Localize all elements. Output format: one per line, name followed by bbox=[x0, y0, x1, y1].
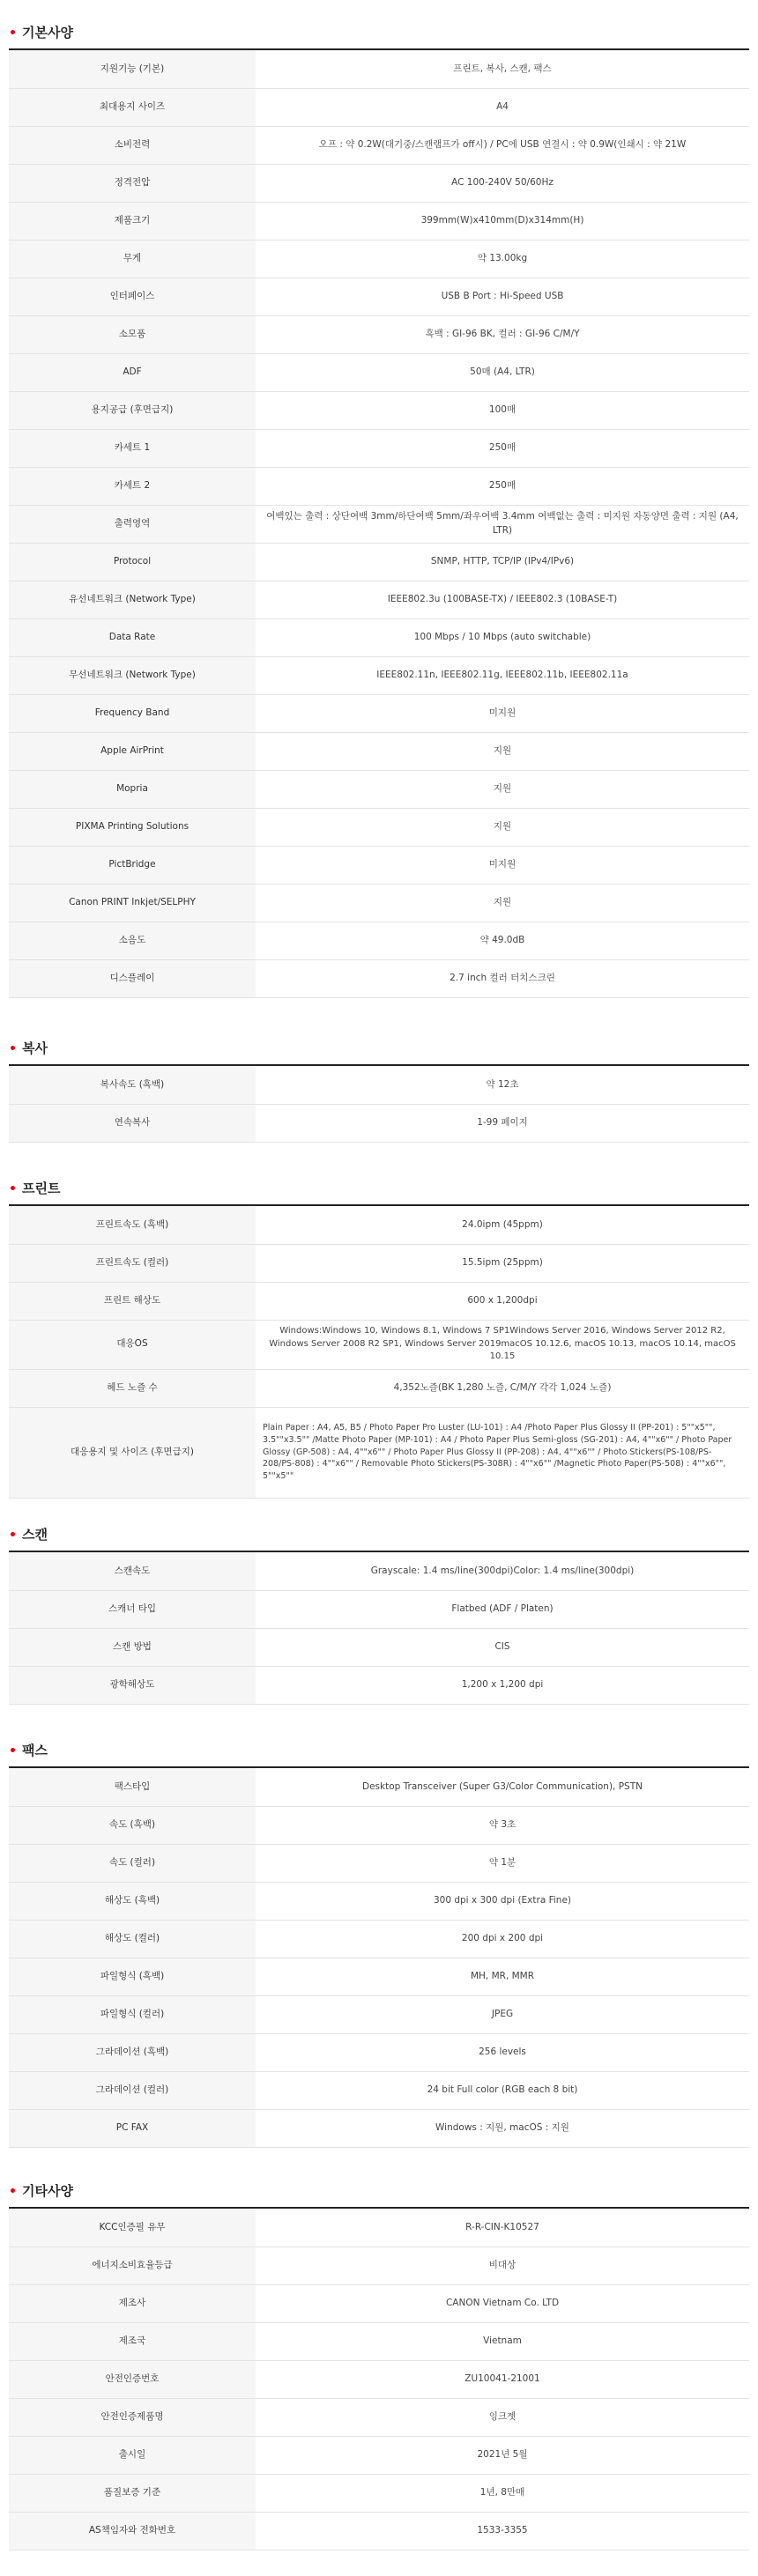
spec-value: 256 levels bbox=[256, 2033, 749, 2071]
spec-value: 1,200 x 1,200 dpi bbox=[256, 1666, 749, 1704]
spec-label: 스캐너 타입 bbox=[9, 1590, 256, 1628]
table-row bbox=[9, 2284, 749, 2322]
spec-value: Grayscale: 1.4 ms/line(300dpi)Color: 1.4 ms/line(300dpi) bbox=[256, 1552, 749, 1590]
spec-label: 카세트 2 bbox=[9, 467, 256, 505]
spec-value: 미지원 bbox=[256, 846, 749, 884]
spec-label: 에너지소비효율등급 bbox=[9, 2247, 256, 2284]
spec-value: 여백있는 출력 : 상단여백 3mm/하단여백 5mm/좌우여백 3.4mm 여백없는 출력 : 미지원 자동양면 출력 : 지원 (A4, LTR) bbox=[256, 505, 749, 543]
spec-value: IEEE802.3u (100BASE-TX) / IEEE802.3 (10BASE-T) bbox=[256, 581, 749, 618]
section-title: 기본사양 bbox=[22, 24, 73, 41]
table-row bbox=[9, 1768, 749, 1806]
section-title-bar bbox=[9, 1171, 749, 1206]
table-row bbox=[9, 1882, 749, 1920]
table-row bbox=[9, 959, 749, 997]
red-bullet-icon bbox=[11, 1748, 15, 1752]
table-row bbox=[9, 1995, 749, 2033]
table-row bbox=[9, 2247, 749, 2284]
spec-value: 4,352노즐(BK 1,280 노즐, C/M/Y 각각 1,024 노즐) bbox=[256, 1369, 749, 1407]
table-row bbox=[9, 543, 749, 581]
spec-value: 지원 bbox=[256, 808, 749, 846]
spec-label: 소모품 bbox=[9, 315, 256, 353]
spec-label: 제조국 bbox=[9, 2322, 256, 2360]
spec-label: 품질보증 기준 bbox=[9, 2474, 256, 2512]
spec-value: 250매 bbox=[256, 467, 749, 505]
spec-label: 스캔 방법 bbox=[9, 1628, 256, 1666]
table-row bbox=[9, 2474, 749, 2512]
spec-label: 파일형식 (컬러) bbox=[9, 1995, 256, 2033]
spec-value: CANON Vietnam Co. LTD bbox=[256, 2284, 749, 2322]
table-row bbox=[9, 429, 749, 467]
table-row bbox=[9, 1552, 749, 1590]
red-bullet-icon bbox=[11, 1532, 15, 1536]
table-row bbox=[9, 1369, 749, 1407]
section-title: 팩스 bbox=[22, 1742, 48, 1758]
spec-label: Apple AirPrint bbox=[9, 732, 256, 770]
spec-label: 프린트속도 (흑백) bbox=[9, 1206, 256, 1244]
section-title-bar bbox=[9, 1517, 749, 1552]
spec-label: 무게 bbox=[9, 240, 256, 278]
table-row bbox=[9, 2071, 749, 2109]
table-row bbox=[9, 1628, 749, 1666]
table-row bbox=[9, 2360, 749, 2398]
table-row bbox=[9, 1206, 749, 1244]
section-other-specs bbox=[9, 2173, 749, 2550]
spec-table bbox=[9, 1066, 749, 1143]
spec-value: Flatbed (ADF / Platen) bbox=[256, 1590, 749, 1628]
spec-label: 그라데이션 (컬러) bbox=[9, 2071, 256, 2109]
table-row bbox=[9, 656, 749, 694]
spec-value: 지원 bbox=[256, 770, 749, 808]
spec-value: R-R-CIN-K10527 bbox=[256, 2209, 749, 2247]
section-title: 기타사양 bbox=[22, 2182, 73, 2199]
table-row bbox=[9, 1666, 749, 1704]
spec-value: 24 bit Full color (RGB each 8 bit) bbox=[256, 2071, 749, 2109]
spec-value: 2021년 5월 bbox=[256, 2436, 749, 2474]
table-row bbox=[9, 1066, 749, 1104]
red-bullet-icon bbox=[11, 1046, 15, 1050]
spec-value: 15.5ipm (25ppm) bbox=[256, 1244, 749, 1282]
spec-value: 2.7 inch 컬러 터치스크린 bbox=[256, 959, 749, 997]
spec-label: 그라데이션 (흑백) bbox=[9, 2033, 256, 2071]
table-row bbox=[9, 2109, 749, 2147]
table-row bbox=[9, 1590, 749, 1628]
spec-label: Canon PRINT Inkjet/SELPHY bbox=[9, 884, 256, 922]
spec-value: 50매 (A4, LTR) bbox=[256, 353, 749, 391]
spec-label: 제품크기 bbox=[9, 202, 256, 240]
table-row bbox=[9, 164, 749, 202]
spec-value: 약 49.0dB bbox=[256, 922, 749, 959]
spec-label: 출시일 bbox=[9, 2436, 256, 2474]
spec-label: PC FAX bbox=[9, 2109, 256, 2147]
spec-label: Frequency Band bbox=[9, 694, 256, 732]
spec-label: 연속복사 bbox=[9, 1104, 256, 1142]
spec-value: 300 dpi x 300 dpi (Extra Fine) bbox=[256, 1882, 749, 1920]
spec-label: 지원기능 (기본) bbox=[9, 50, 256, 88]
table-row bbox=[9, 240, 749, 278]
spec-label: 소비전력 bbox=[9, 126, 256, 164]
table-row bbox=[9, 618, 749, 656]
section-title-bar bbox=[9, 15, 749, 50]
table-row bbox=[9, 884, 749, 922]
spec-value: 1533-3355 bbox=[256, 2512, 749, 2550]
table-row bbox=[9, 1244, 749, 1282]
spec-label: 속도 (컬러) bbox=[9, 1844, 256, 1882]
table-row bbox=[9, 1320, 749, 1369]
spec-label: 유선네트워크 (Network Type) bbox=[9, 581, 256, 618]
table-row bbox=[9, 2436, 749, 2474]
spec-label: 출력영역 bbox=[9, 505, 256, 543]
spec-value: ZU10041-21001 bbox=[256, 2360, 749, 2398]
spec-label: 인터페이스 bbox=[9, 278, 256, 315]
table-row bbox=[9, 202, 749, 240]
spec-value: SNMP, HTTP, TCP/IP (IPv4/IPv6) bbox=[256, 543, 749, 581]
table-row bbox=[9, 2209, 749, 2247]
spec-value: Plain Paper : A4, A5, B5 / Photo Paper Pro Luster (LU-101) : A4 /Photo Paper Plus Glossy II (PP-201) : 5""x5"", 3.5""x3.5"" /Matte Photo Paper (MP-101) : A4 / Photo Paper Plus Semi-gloss (SG-201) : A4, 4""x6"" / Photo Paper Glossy (GP-508) : A4, 4""x6"" / Photo Paper Plus Glossy II (PP-208) : A4, 4""x6"" / Photo Stickers(PS-108/PS-208/PS-808) : 4""x6"" / Removable Photo Stickers(PS-308R) : 4""x6"" /Magnetic Photo Paper(PS-508) : 4""x6"", 5""x5"" bbox=[256, 1407, 749, 1498]
spec-table bbox=[9, 1206, 749, 1499]
table-row bbox=[9, 581, 749, 618]
table-row bbox=[9, 315, 749, 353]
spec-label: 제조사 bbox=[9, 2284, 256, 2322]
table-row bbox=[9, 694, 749, 732]
spec-value: IEEE802.11n, IEEE802.11g, IEEE802.11b, IEEE802.11a bbox=[256, 656, 749, 694]
table-row bbox=[9, 467, 749, 505]
spec-label: 대응용지 및 사이즈 (후면급지) bbox=[9, 1407, 256, 1498]
spec-value: 약 12초 bbox=[256, 1066, 749, 1104]
spec-value: 미지원 bbox=[256, 694, 749, 732]
spec-value: JPEG bbox=[256, 1995, 749, 2033]
spec-value: USB B Port : Hi-Speed USB bbox=[256, 278, 749, 315]
spec-value: 약 3초 bbox=[256, 1806, 749, 1844]
section-title: 복사 bbox=[22, 1040, 48, 1056]
section-title-bar bbox=[9, 1733, 749, 1768]
spec-value: Windows : 지원, macOS : 지원 bbox=[256, 2109, 749, 2147]
table-row bbox=[9, 808, 749, 846]
spec-value: 프린트, 복사, 스캔, 팩스 bbox=[256, 50, 749, 88]
table-row bbox=[9, 278, 749, 315]
section-copy bbox=[9, 1031, 749, 1143]
spec-value: 지원 bbox=[256, 732, 749, 770]
spec-value: 비대상 bbox=[256, 2247, 749, 2284]
spec-value: MH, MR, MMR bbox=[256, 1958, 749, 1995]
spec-value: 1년, 8만매 bbox=[256, 2474, 749, 2512]
table-row bbox=[9, 1920, 749, 1958]
spec-label: 스캔속도 bbox=[9, 1552, 256, 1590]
table-row bbox=[9, 1806, 749, 1844]
red-bullet-icon bbox=[11, 1186, 15, 1190]
spec-label: 소음도 bbox=[9, 922, 256, 959]
spec-label: PIXMA Printing Solutions bbox=[9, 808, 256, 846]
section-scan bbox=[9, 1517, 749, 1705]
spec-label: 헤드 노즐 수 bbox=[9, 1369, 256, 1407]
table-row bbox=[9, 2512, 749, 2550]
spec-value: 600 x 1,200dpi bbox=[256, 1282, 749, 1320]
spec-label: Data Rate bbox=[9, 618, 256, 656]
spec-label: 용지공급 (후면급지) bbox=[9, 391, 256, 429]
table-row bbox=[9, 88, 749, 126]
spec-label: 무선네트워크 (Network Type) bbox=[9, 656, 256, 694]
spec-value: Vietnam bbox=[256, 2322, 749, 2360]
spec-value: AC 100-240V 50/60Hz bbox=[256, 164, 749, 202]
spec-label: 해상도 (컬러) bbox=[9, 1920, 256, 1958]
red-bullet-icon bbox=[11, 30, 15, 34]
spec-label: 카세트 1 bbox=[9, 429, 256, 467]
table-row bbox=[9, 1958, 749, 1995]
spec-label: 정격전압 bbox=[9, 164, 256, 202]
spec-table bbox=[9, 2209, 749, 2550]
section-basic-specs bbox=[9, 15, 749, 998]
section-fax bbox=[9, 1733, 749, 2148]
spec-label: 디스플레이 bbox=[9, 959, 256, 997]
spec-label: 프린트속도 (컬러) bbox=[9, 1244, 256, 1282]
spec-label: 최대용지 사이즈 bbox=[9, 88, 256, 126]
spec-label: ADF bbox=[9, 353, 256, 391]
table-row bbox=[9, 50, 749, 88]
spec-value: A4 bbox=[256, 88, 749, 126]
spec-value: 24.0ipm (45ppm) bbox=[256, 1206, 749, 1244]
table-row bbox=[9, 846, 749, 884]
red-bullet-icon bbox=[11, 2188, 15, 2193]
spec-label: 안전인증제품명 bbox=[9, 2398, 256, 2436]
section-title-bar bbox=[9, 1031, 749, 1066]
section-title: 프린트 bbox=[22, 1180, 61, 1196]
spec-value: 200 dpi x 200 dpi bbox=[256, 1920, 749, 1958]
section-print bbox=[9, 1171, 749, 1499]
table-row bbox=[9, 1282, 749, 1320]
table-row bbox=[9, 1104, 749, 1142]
spec-label: 파일형식 (흑백) bbox=[9, 1958, 256, 1995]
spec-label: 해상도 (흑백) bbox=[9, 1882, 256, 1920]
table-row bbox=[9, 922, 749, 959]
table-row bbox=[9, 770, 749, 808]
spec-table bbox=[9, 50, 749, 998]
spec-label: Protocol bbox=[9, 543, 256, 581]
spec-value: 약 13.00kg bbox=[256, 240, 749, 278]
spec-value: Desktop Transceiver (Super G3/Color Communication), PSTN bbox=[256, 1768, 749, 1806]
spec-label: AS책임자와 전화번호 bbox=[9, 2512, 256, 2550]
spec-label: PictBridge bbox=[9, 846, 256, 884]
spec-label: 팩스타입 bbox=[9, 1768, 256, 1806]
spec-value: 약 1분 bbox=[256, 1844, 749, 1882]
spec-value: Windows:Windows 10, Windows 8.1, Windows 7 SP1Windows Server 2016, Windows Server 2012 R2, Windows Server 2008 R2 SP1, Windows Server 2019macOS 10.12.6, macOS 10.13, macOS 10.14, macOS 10.15 bbox=[256, 1320, 749, 1369]
spec-table bbox=[9, 1768, 749, 2148]
spec-value: 흑백 : GI-96 BK, 컬러 : GI-96 C/M/Y bbox=[256, 315, 749, 353]
spec-label: 광학해상도 bbox=[9, 1666, 256, 1704]
table-row bbox=[9, 353, 749, 391]
spec-label: KCC인증필 유무 bbox=[9, 2209, 256, 2247]
spec-label: 프린트 해상도 bbox=[9, 1282, 256, 1320]
spec-value: 잉크젯 bbox=[256, 2398, 749, 2436]
spec-value: 1-99 페이지 bbox=[256, 1104, 749, 1142]
section-title: 스캔 bbox=[22, 1526, 48, 1543]
spec-table bbox=[9, 1552, 749, 1705]
spec-label: 속도 (흑백) bbox=[9, 1806, 256, 1844]
spec-value: 399mm(W)x410mm(D)x314mm(H) bbox=[256, 202, 749, 240]
spec-label: Mopria bbox=[9, 770, 256, 808]
spec-value: 100매 bbox=[256, 391, 749, 429]
table-row bbox=[9, 732, 749, 770]
table-row bbox=[9, 1407, 749, 1498]
table-row bbox=[9, 1844, 749, 1882]
section-title-bar bbox=[9, 2173, 749, 2209]
table-row bbox=[9, 2033, 749, 2071]
spec-label: 대응OS bbox=[9, 1320, 256, 1369]
spec-value: 100 Mbps / 10 Mbps (auto switchable) bbox=[256, 618, 749, 656]
spec-label: 안전인증번호 bbox=[9, 2360, 256, 2398]
table-row bbox=[9, 2322, 749, 2360]
table-row bbox=[9, 126, 749, 164]
table-row bbox=[9, 505, 749, 543]
spec-value: 지원 bbox=[256, 884, 749, 922]
spec-value: 250매 bbox=[256, 429, 749, 467]
table-row bbox=[9, 2398, 749, 2436]
spec-value: 오프 : 약 0.2W(대기중/스캔램프가 off시) / PC에 USB 연결시 : 약 0.9W(인쇄시 : 약 21W bbox=[256, 126, 749, 164]
table-row bbox=[9, 391, 749, 429]
spec-value: CIS bbox=[256, 1628, 749, 1666]
spec-label: 복사속도 (흑백) bbox=[9, 1066, 256, 1104]
